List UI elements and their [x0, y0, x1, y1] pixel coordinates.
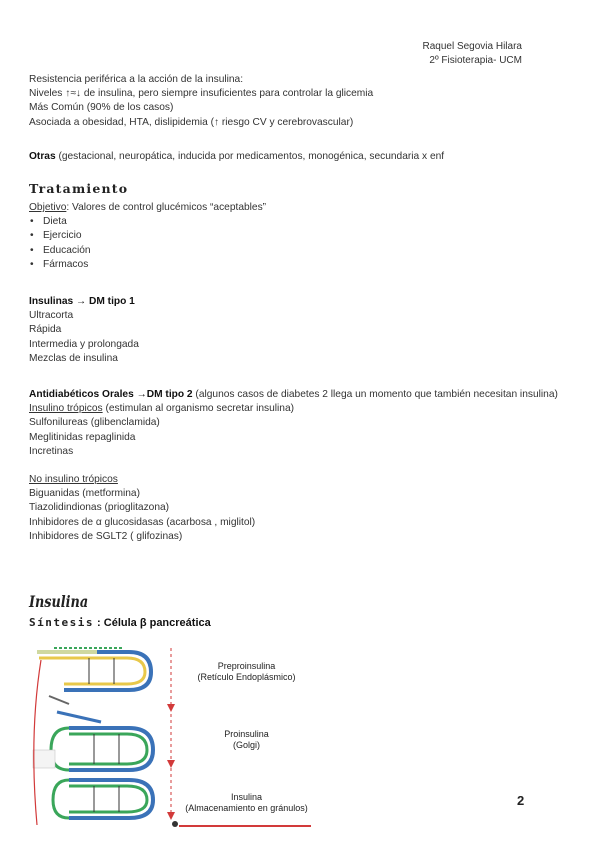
antidiabeticos-note: (algunos casos de diabetes 2 llega un momento que también necesitan insulina): [192, 389, 558, 400]
list-item: Mezclas de insulina: [29, 352, 118, 364]
objetivo-label: Objetivo: [29, 202, 67, 213]
stage-subtitle: (Retículo Endoplásmico): [197, 672, 296, 682]
insulin-synthesis-diagram: [29, 640, 329, 830]
stage-preproinsulina-label: [179, 661, 314, 683]
antidiabeticos-block: [29, 388, 574, 544]
list-item: Meglitinidas repaglinida: [29, 431, 136, 443]
intro-line: Asociada a obesidad, HTA, dislipidemia (↑ riesgo CV y cerebrovascular): [29, 116, 354, 128]
list-item: Inhibidores de SGLT2 ( glifozinas): [29, 530, 183, 542]
objetivo-text: : Valores de control glucémicos “aceptables”: [66, 202, 267, 213]
page-header: [422, 40, 522, 68]
author-name: Raquel Segovia Hilara: [422, 41, 522, 52]
insulina-heading: Insulina: [29, 592, 89, 611]
stage-proinsulina-label: [179, 729, 314, 751]
list-item: Ultracorta: [29, 310, 74, 322]
stage-title: Proinsulina: [224, 729, 269, 739]
tratamiento-block: [29, 201, 579, 272]
intro-block: [29, 73, 579, 130]
sintesis-text: : Célula β pancreática: [93, 617, 211, 629]
stage-title: Insulina: [230, 792, 263, 802]
course-name: 2º Fisioterapia- UCM: [429, 55, 522, 66]
tropicos-note: (estimulan al organismo secretar insulina): [102, 403, 295, 415]
insulinas-block: [29, 295, 579, 366]
list-item: Sulfonilureas (glibenclamida): [29, 417, 160, 429]
no-tropicos-label: No insulino trópicos: [29, 474, 118, 486]
otras-text: (gestacional, neuropática, inducida por medicamentos, monogénica, secundaria x enf: [55, 151, 445, 162]
insulinas-title: Insulinas → DM tipo 1: [29, 296, 135, 307]
list-item: Tiazolidindionas (prioglitazona): [29, 502, 170, 514]
intro-line: Más Común (90% de los casos): [29, 102, 174, 114]
tratamiento-list: [29, 215, 579, 272]
list-item: • Dieta: [43, 215, 579, 229]
stage-title: Preproinsulina: [217, 661, 276, 671]
stage-subtitle: (Almacenamiento en gránulos): [185, 803, 308, 813]
list-item: Inhibidores de α glucosidasas (acarbosa , miglitol): [29, 516, 256, 528]
list-item: • Fármacos: [43, 258, 579, 272]
intro-line: Resistencia periférica a la acción de la insulina:: [29, 74, 244, 85]
sintesis-heading: [29, 616, 211, 629]
page-number: 2: [517, 793, 525, 808]
list-item: Intermedia y prolongada: [29, 338, 139, 350]
stage-insulina-label: [179, 792, 314, 814]
tropicos-label: Insulino trópicos: [29, 403, 103, 415]
list-item: • Ejercicio: [43, 229, 579, 243]
sintesis-label: Síntesis: [29, 616, 94, 629]
list-item: Rápida: [29, 324, 62, 336]
stage-subtitle: (Golgi): [232, 740, 260, 750]
tratamiento-heading: Tratamiento: [29, 181, 129, 196]
list-item: Incretinas: [29, 445, 74, 457]
list-item: • Educación: [43, 244, 579, 258]
otras-label: Otras: [29, 151, 56, 162]
intro-line: Niveles ↑≈↓ de insulina, pero siempre insuficientes para controlar la glicemia: [29, 88, 374, 100]
antidiabeticos-title: Antidiabéticos Orales →DM tipo 2: [29, 389, 193, 400]
list-item: Biguanidas (metformina): [29, 488, 140, 500]
otras-line: [29, 150, 579, 164]
